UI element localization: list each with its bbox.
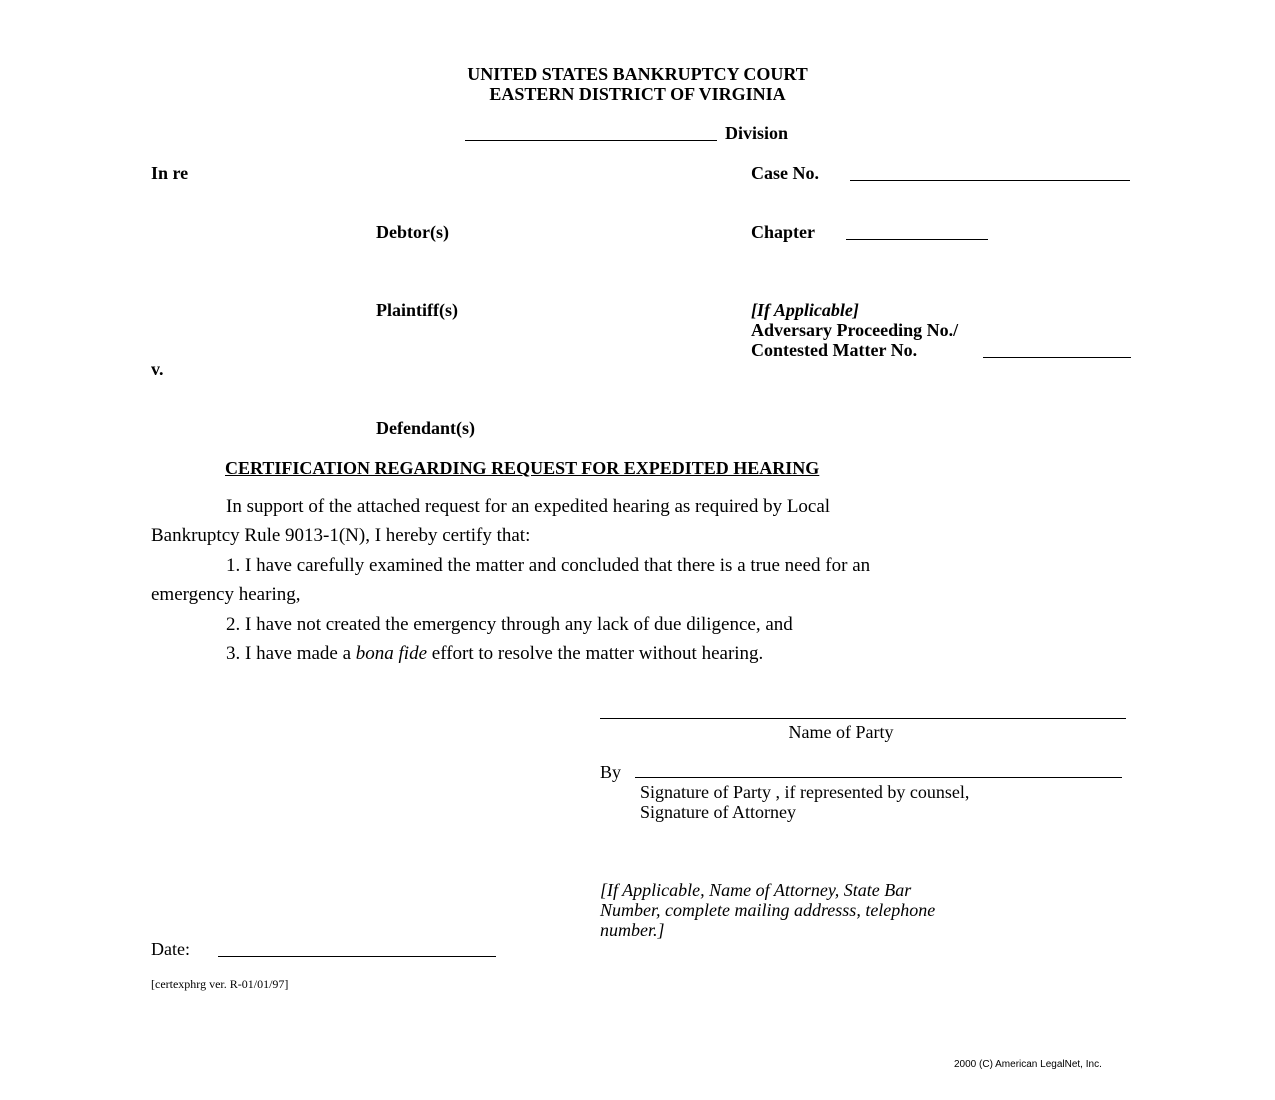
- plaintiffs-label: Plaintiff(s): [376, 300, 458, 320]
- in-re-label: In re: [151, 163, 189, 183]
- item-2: 2. I have not created the emergency through any lack of due diligence, and: [226, 614, 793, 635]
- contested-matter-field[interactable]: [983, 339, 1131, 358]
- division-label: Division: [725, 123, 789, 143]
- case-no-field[interactable]: [850, 162, 1130, 181]
- item-1-line-2: emergency hearing,: [151, 584, 301, 605]
- case-no-label: Case No.: [751, 163, 819, 183]
- copyright-notice: 2000 (C) American LegalNet, Inc.: [954, 1059, 1102, 1070]
- court-district: EASTERN DISTRICT OF VIRGINIA: [489, 84, 786, 104]
- attorney-info-line-2: Number, complete mailing addresss, telephone: [600, 900, 936, 920]
- if-applicable-note: [If Applicable]: [751, 300, 859, 320]
- signature-caption-1: Signature of Party , if represented by counsel,: [640, 782, 970, 802]
- form-version: [certexphrg ver. R-01/01/97]: [151, 977, 289, 991]
- intro-line-1: In support of the attached request for an expedited hearing as required by Local: [226, 496, 831, 517]
- attorney-info-line-1: [If Applicable, Name of Attorney, State Bar: [600, 880, 912, 900]
- adversary-label: Adversary Proceeding No./: [751, 320, 959, 340]
- signature-caption-2: Signature of Attorney: [640, 802, 796, 822]
- name-of-party-line[interactable]: [600, 718, 1126, 719]
- chapter-label: Chapter: [751, 222, 815, 242]
- debtors-label: Debtor(s): [376, 222, 449, 242]
- by-label: By: [600, 762, 622, 782]
- court-name: UNITED STATES BANKRUPTCY COURT: [467, 64, 808, 84]
- signature-line[interactable]: [635, 777, 1122, 778]
- defendants-label: Defendant(s): [376, 418, 475, 438]
- chapter-field[interactable]: [846, 221, 988, 240]
- contested-label: Contested Matter No.: [751, 340, 918, 360]
- name-of-party-label: Name of Party: [788, 722, 894, 742]
- versus-label: v.: [151, 359, 164, 379]
- date-label: Date:: [151, 939, 190, 959]
- intro-line-2: Bankruptcy Rule 9013-1(N), I hereby certify that:: [151, 525, 531, 546]
- attorney-info-line-3: number.]: [600, 920, 665, 940]
- document-title: CERTIFICATION REGARDING REQUEST FOR EXPEDITED HEARING: [225, 458, 820, 478]
- division-field[interactable]: [465, 122, 717, 141]
- item-1-line-1: 1. I have carefully examined the matter and concluded that there is a true need for an: [226, 555, 871, 576]
- item-3: 3. I have made a bona fide effort to resolve the matter without hearing.: [226, 643, 764, 664]
- date-field[interactable]: [218, 938, 496, 957]
